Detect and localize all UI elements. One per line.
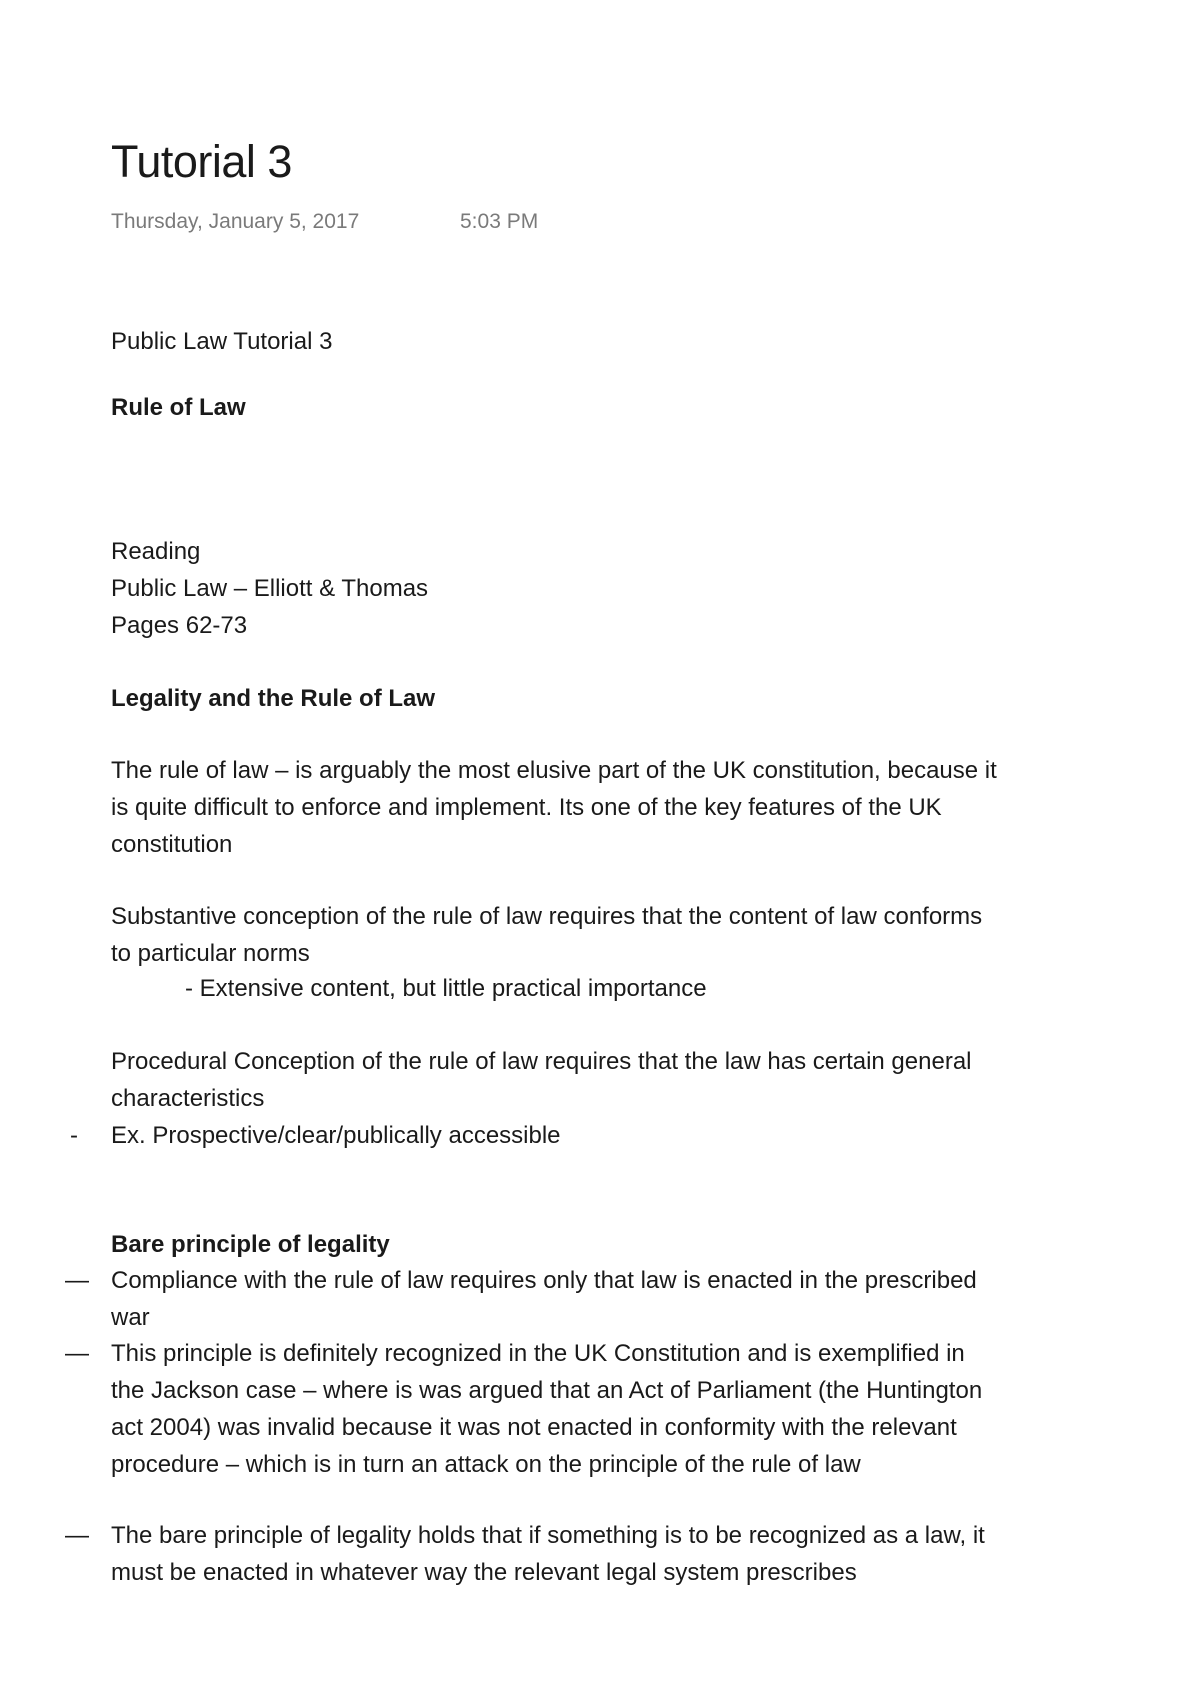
bullet-text: procedure – which is in turn an attack on the principle of the rule of law [111,1451,861,1478]
bullet-text: This principle is definitely recognized in the UK Constitution and is exemplified in [111,1340,965,1367]
bullet-marker: - [70,1122,78,1149]
note-date: Thursday, January 5, 2017 [111,210,360,233]
paragraph-line: The rule of law – is arguably the most elusive part of the UK constitution, because it [111,757,997,784]
reading-book: Public Law – Elliott & Thomas [111,575,429,602]
bullet-text: Compliance with the rule of law requires only that law is enacted in the prescribed [111,1267,977,1294]
bullet-text: war [111,1304,150,1331]
bullet-text: must be enacted in whatever way the relevant legal system prescribes [111,1559,857,1586]
bullet-marker: — [65,1340,89,1367]
paragraph-line: Substantive conception of the rule of law requires that the content of law conforms [111,903,983,930]
topic-heading: Rule of Law [111,394,246,421]
reading-label: Reading [111,538,201,565]
bullet-text: The bare principle of legality holds that if something is to be recognized as a law, it [111,1522,985,1549]
bullet-marker: — [65,1522,89,1549]
paragraph-line: to particular norms [111,940,310,967]
reading-pages: Pages 62-73 [111,612,248,639]
bullet-text: Ex. Prospective/clear/publically accessible [111,1122,561,1149]
bullet-text: the Jackson case – where is was argued that an Act of Parliament (the Huntington [111,1377,983,1404]
paragraph-line: characteristics [111,1085,265,1112]
paragraph-line: is quite difficult to enforce and implement. Its one of the key features of the UK [111,794,942,821]
bullet-marker: — [65,1267,89,1294]
page-title: Tutorial 3 [111,136,292,187]
course-line: Public Law Tutorial 3 [111,328,333,355]
section-heading-bare-principle: Bare principle of legality [111,1231,390,1258]
section-heading-legality: Legality and the Rule of Law [111,685,436,712]
paragraph-line: constitution [111,831,233,858]
bullet-text: act 2004) was invalid because it was not enacted in conformity with the relevant [111,1414,957,1441]
note-time: 5:03 PM [460,210,539,233]
sub-point: - Extensive content, but little practical importance [185,975,707,1002]
paragraph-line: Procedural Conception of the rule of law requires that the law has certain general [111,1048,972,1075]
